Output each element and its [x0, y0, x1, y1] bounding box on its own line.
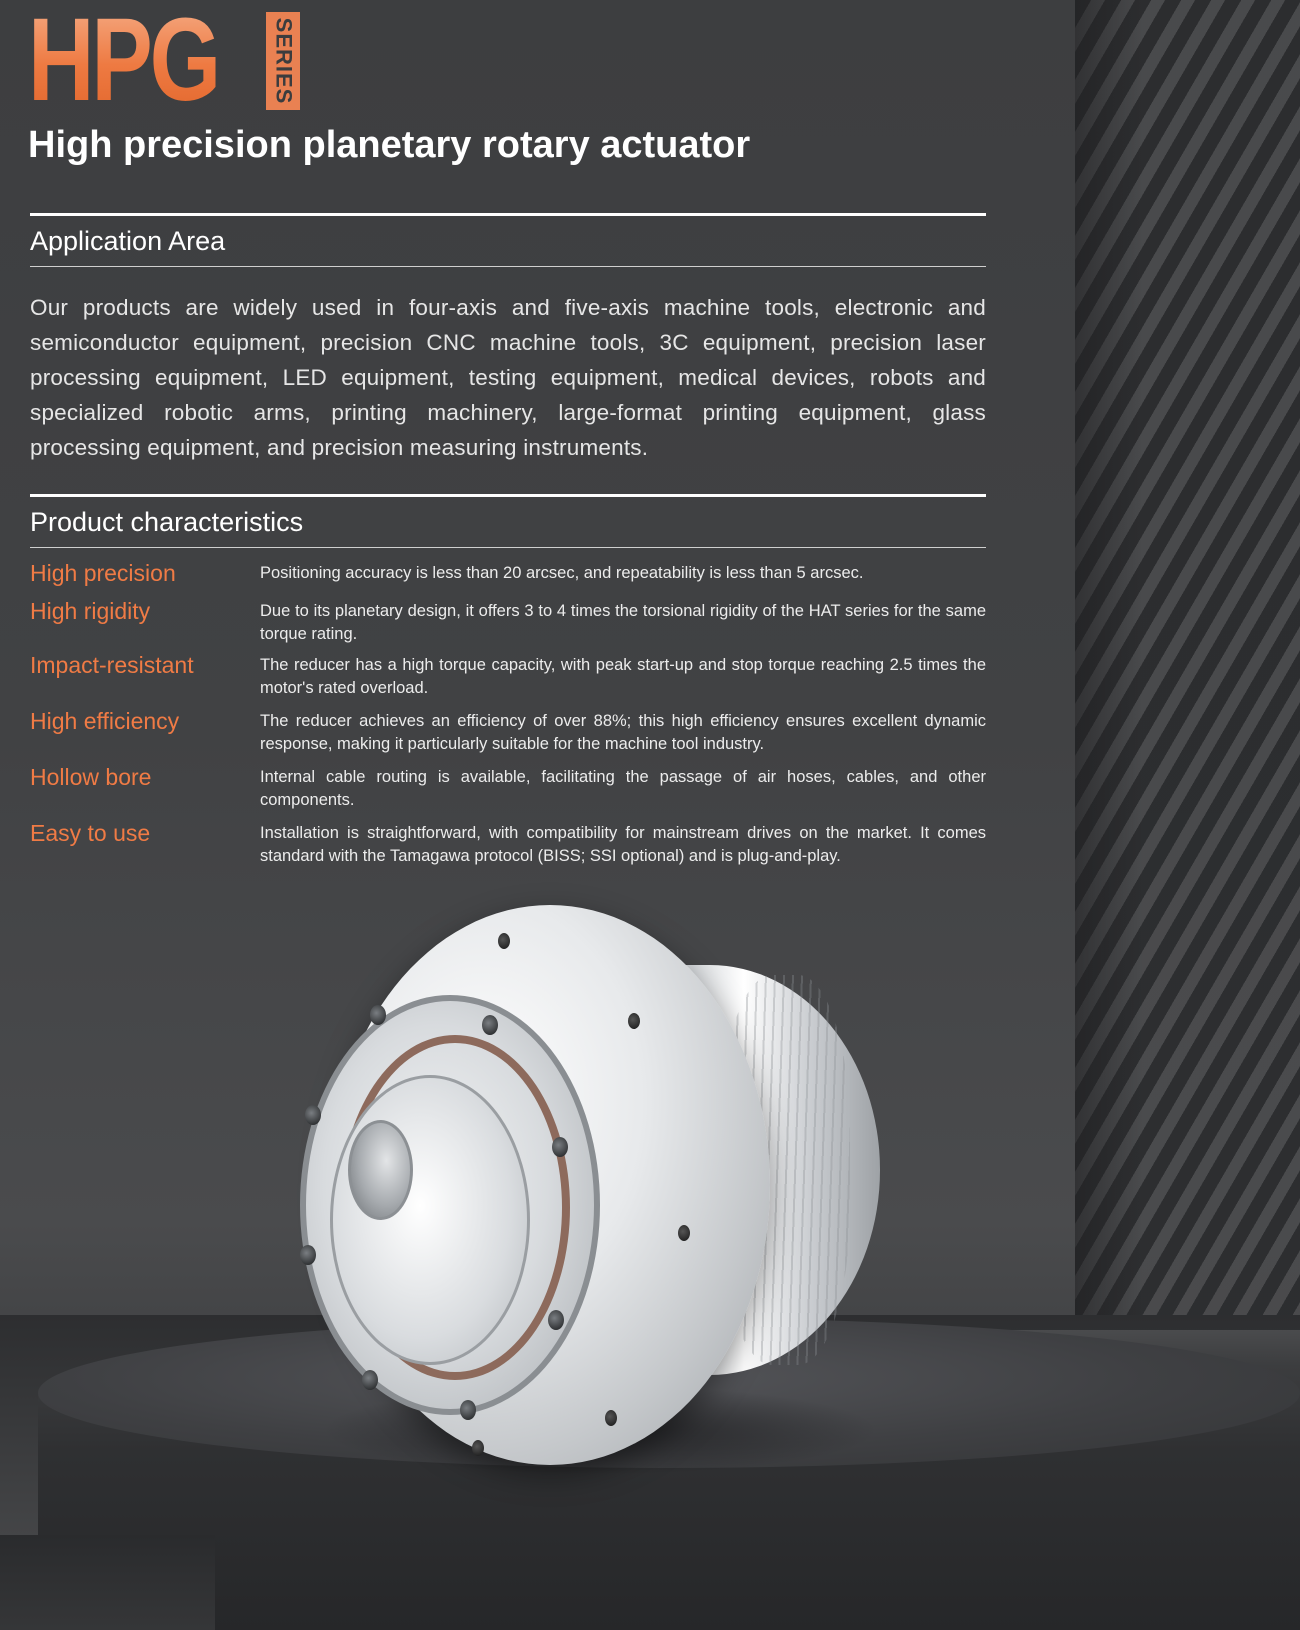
divider: [30, 547, 986, 548]
characteristic-name: High precision: [30, 560, 176, 586]
characteristic-description: Positioning accuracy is less than 20 arcsec, and repeatability is less than 5 arcsec.: [260, 564, 864, 582]
bolt: [300, 1245, 316, 1265]
striped-wall-shadow: [1075, 0, 1300, 1320]
series-tag-label: SERIES: [271, 17, 297, 105]
series-tag: [266, 12, 300, 110]
mounting-hole: [605, 1410, 617, 1426]
characteristic-name: Easy to use: [30, 820, 151, 846]
bolt: [482, 1015, 498, 1035]
product-image-actuator: [300, 905, 890, 1485]
characteristic-name: High efficiency: [30, 708, 180, 734]
application-heading: Application Area: [30, 226, 226, 256]
characteristic-description: Due to its planetary design, it offers 3 to 4 times the torsional rigidity of the HAT series for the same torque rating.: [260, 602, 986, 643]
divider: [30, 213, 986, 216]
divider: [30, 494, 986, 497]
bolt: [370, 1005, 386, 1025]
bolt: [552, 1137, 568, 1157]
mounting-hole: [472, 1440, 484, 1456]
characteristics-heading: Product characteristics: [30, 507, 304, 537]
logo: [28, 0, 272, 126]
actuator-output-ring: [330, 1075, 530, 1365]
bolt: [362, 1370, 378, 1390]
mounting-hole: [678, 1225, 690, 1241]
characteristic-name: Hollow bore: [30, 764, 152, 790]
bolt: [305, 1105, 321, 1125]
logo-text: HPG: [28, 0, 219, 126]
mounting-hole: [628, 1013, 640, 1029]
divider: [30, 266, 986, 267]
characteristic-description: Installation is straightforward, with compatibility for mainstream drives on the market. It comes standard with the Tamagawa protocol (BISS; SSI optional) and is plug-and-play.: [260, 824, 986, 865]
mounting-hole: [498, 933, 510, 949]
characteristic-description: The reducer has a high torque capacity, with peak start-up and stop torque reaching 2.5 times the motor's rated overload.: [260, 656, 986, 697]
page-subtitle: High precision planetary rotary actuator: [28, 124, 751, 166]
characteristic-name: Impact-resistant: [30, 652, 194, 678]
bolt: [548, 1310, 564, 1330]
application-text: Our products are widely used in four-axis and five-axis machine tools, electronic and semiconductor equipment, precision CNC machine tools, 3C equipment, precision laser processing equipment, LED equipment, testing equipment, medical devices, robots and specialized robotic arms, printing machinery, large-format printing equipment, glass processing equipment, and precision measuring instruments.: [30, 295, 986, 460]
foreground-block: [0, 1535, 215, 1630]
characteristic-description: The reducer achieves an efficiency of over 88%; this high efficiency ensures excellent dynamic response, making it particularly suitable for the machine tool industry.: [260, 712, 986, 753]
bolt: [460, 1400, 476, 1420]
actuator-hollow-bore: [348, 1120, 413, 1220]
characteristic-description: Internal cable routing is available, facilitating the passage of air hoses, cables, and other components.: [260, 768, 986, 809]
characteristic-name: High rigidity: [30, 598, 151, 624]
